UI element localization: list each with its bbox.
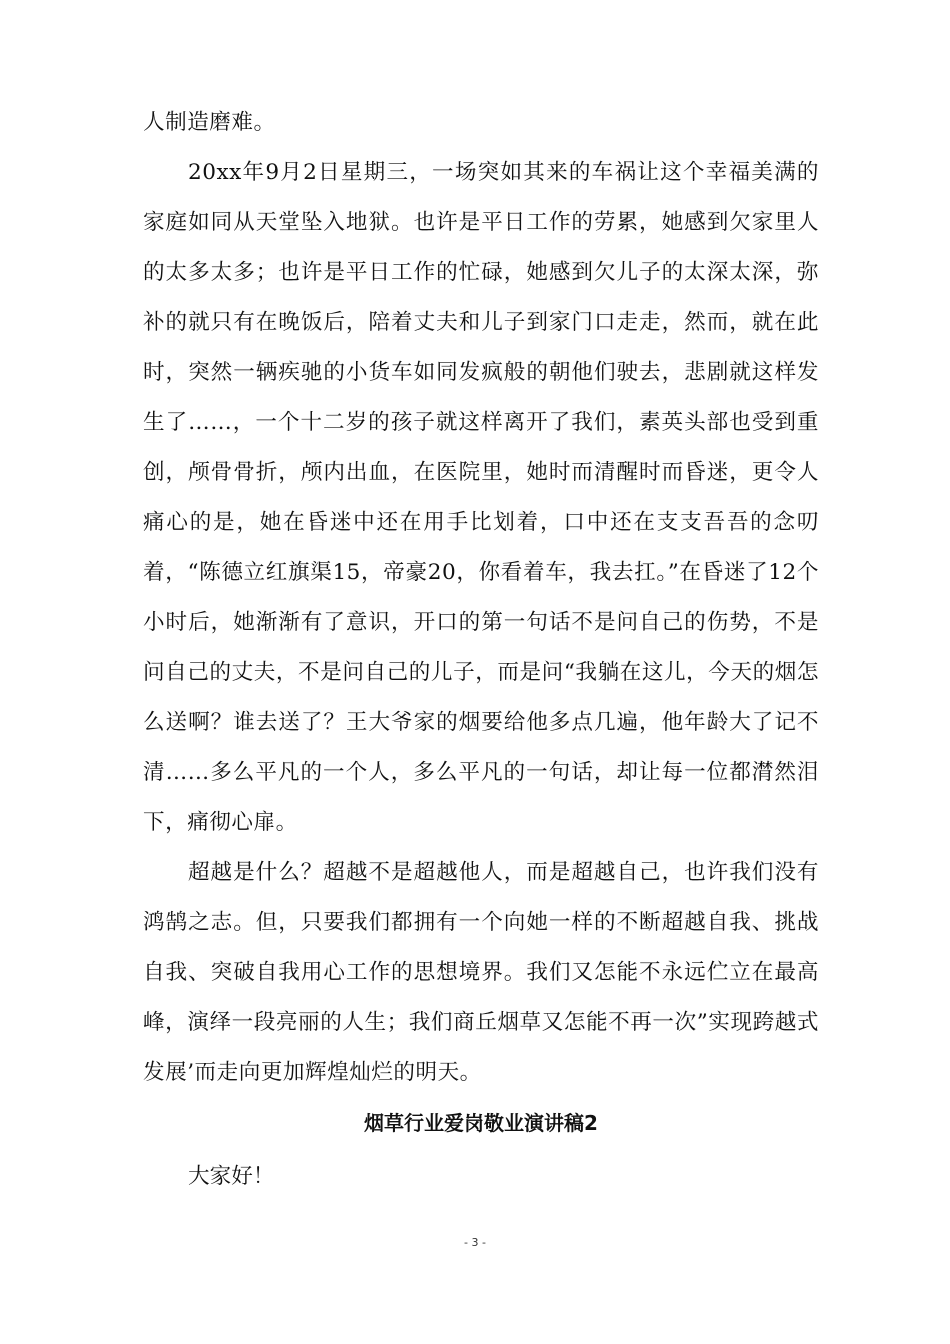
greeting-line: 大家好！ (188, 1164, 275, 1189)
paragraph-continuation: 人制造磨难。 (143, 110, 276, 135)
page-number: - 3 - (464, 1236, 486, 1249)
section-heading: 烟草行业爱岗敬业演讲稿2 (364, 1111, 598, 1135)
paragraph-conclusion: 超越是什么？超越不是超越他人，而是超越自己，也许我们没有鸿鹄之志。但，只要我们都拥有一个向她一样的不断超越自我、挑战自我、突破自我用心工作的思想境界。我们又怎能不永远伫立在最高峰，演绎一段亮丽的人生；我们商丘烟草又怎能不再一次”实现跨越式发展’而走向更加辉煌灿烂的明天。 (143, 860, 819, 1085)
paragraph-accident-story: 20xx年9月2日星期三，一场突如其来的车祸让这个幸福美满的家庭如同从天堂坠入地狱。也许是平日工作的劳累，她感到欠家里人的太多太多；也许是平日工作的忙碌，她感到欠儿子的太深太深，弥补的就只有在晚饭后，陪着丈夫和儿子到家门口走走，然而，就在此时，突然一辆疾驰的小货车如同发疯般的朝他们驶去，悲剧就这样发生了……，一个十二岁的孩子就这样离开了我们，素英头部也受到重创，颅骨骨折，颅内出血，在医院里，她时而清醒时而昏迷，更令人痛心的是，她在昏迷中还在用手比划着，口中还在支支吾吾的念叨着，“陈德立红旗渠15，帝豪20，你看着车，我去扛。”在昏迷了12个小时后，她渐渐有了意识，开口的第一句话不是问自己的伤势，不是问自己的丈夫，不是问自己的儿子，而是问“我躺在这儿，今天的烟怎么送啊？谁去送了？王大爷家的烟要给他多点几遍，他年龄大了记不清……多么平凡的一个人，多么平凡的一句话，却让每一位都潸然泪下，痛彻心扉。 (143, 160, 819, 835)
